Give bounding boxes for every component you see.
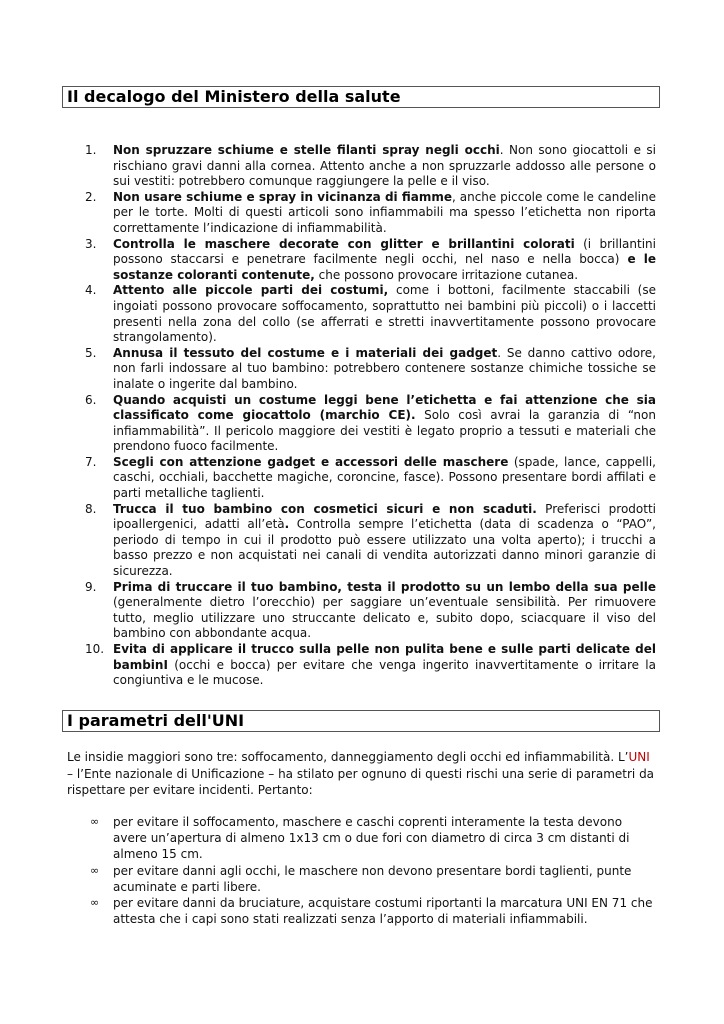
decalogo-item [85,393,656,455]
item-number: 10. [85,642,105,656]
item-number: 8. [85,501,97,516]
item-number: 9. [85,579,97,594]
item-heading: Evita di applicare il trucco sulla pelle non pulita bene e sulle parti delicate del bambinI [113,642,656,672]
item-number: 2. [85,189,97,204]
decalogo-item [85,346,656,393]
item-number: 6. [85,392,97,407]
item-text: , anche piccole come le candeline per le torte. Molti di questi articoli sono infiammabili ma spesso l’etichetta non riporta correttamente l’indicazione di infiammabilità. [113,189,656,235]
decalogo-item [85,143,656,190]
item-text: che possono provocare irritazione cutanea. [314,267,579,282]
item-text: Controlla sempre l’etichetta (data di scadenza o “PAO”, periodo di tempo in cui il prodotto può essere utilizzato una volta aperto); i trucchi a basso prezzo e non acquistati nei canali di vendita autorizzati danno minori garanzie di sicurezza. [113,517,656,579]
decalogo-item [85,580,656,642]
section-title-decalogo: Il decalogo del Ministero della salute [62,86,660,108]
item-text: come i bottoni, facilmente staccabili (se ingoiati possono provocare soffocamento, soprattutto nei bambini più piccoli) o i laccetti presenti nella zona del collo (se afferrati e stretti inavvertitamente possono provocare strangolamento). [113,283,656,345]
item-text: Preferisci prodotti ipoallergenici, adatti all’età [113,501,656,532]
item-heading: Prima di truccare il tuo bambino, testa il prodotto su un lembo della sua pelle [113,579,656,594]
item-text: (spade, lance, cappelli, caschi, occhiali, bacchette magiche, coroncine, fasce). Possono presentare bordi affilati e parti metalliche taglienti. [113,454,656,501]
item-text: (generalmente dietro l’orecchio) per saggiare un’eventuale sensibilità. Per rimuovere tutto, meglio utilizzare uno struccante delicato e, subito dopo, sciacquare il viso del bambino con abbondante acqua. [113,595,656,641]
item-heading: Non usare schiume e spray in vicinanza di fiamme [113,189,453,204]
intro-text: Le insidie maggiori sono tre: soffocamento, danneggiamento degli occhi ed infiammabilità. L’ [67,750,629,764]
infinity-bullet-icon: ∞ [90,863,100,877]
list-item-text: per evitare danni agli occhi, le maschere non devono presentare bordi taglienti, punte acuminate e parti libere. [113,863,632,894]
item-heading: . [284,517,290,532]
decalogo-item [85,455,656,502]
item-number: 1. [85,143,97,157]
infinity-bullet-icon: ∞ [90,896,100,910]
item-heading: Annusa il tessuto del costume e i materiali dei gadget [113,345,498,360]
item-number: 3. [85,236,97,251]
list-item-text: per evitare il soffocamento, maschere e caschi coprenti interamente la testa devono avere un’apertura di almeno 1x13 cm o due fori con diametro di circa 3 cm distanti di almeno 15 cm. [113,815,630,862]
item-heading: Attento alle piccole parti dei costumi, [113,283,389,298]
section-title-uni: I parametri dell'UNI [62,710,660,732]
intro-text: – l’Ente nazionale di Unificazione – ha stilato per ognuno di questi rischi una serie di parametri da rispettare per evitare incidenti. Pertanto: [67,766,655,797]
item-text: (i brillantini possono staccarsi e penetrare facilmente negli occhi, nel naso e nella bocca) [113,236,656,267]
list-item [90,863,655,895]
item-heading: e le sostanze coloranti contenute, [113,252,656,282]
item-heading: Quando acquisti un costume leggi bene l’etichetta e fai attenzione che sia classificato come giocattolo (marchio CE). [113,392,656,423]
item-heading: Non spruzzare schiume e stelle filanti spray negli occhi [113,143,500,157]
uni-link[interactable]: UNI [628,750,650,764]
decalogo-item [85,283,656,345]
item-heading: Scegli con attenzione gadget e accessori delle maschere [113,454,509,469]
item-heading: Controlla le maschere decorate con glitter e brillantini colorati [113,236,575,251]
decalogo-item [85,190,656,237]
list-item-text: per evitare danni da bruciature, acquistare costumi riportanti la marcatura UNI EN 71 che attesta che i capi sono stati realizzati senza l’apporto di materiali infiammabili. [113,896,653,927]
decalogo-item [85,502,656,580]
item-text: (occhi e bocca) per evitare che venga ingerito inavvertitamente o irritare la congiuntiva e le mucose. [113,657,656,688]
item-text: . Se danno cattivo odore, non farli indossare al tuo bambino: potrebbero contenere sostanze chimiche tossiche se inalate o ingerite dal bambino. [113,345,656,391]
decalogo-item [85,237,656,284]
item-number: 5. [85,345,97,360]
item-number: 7. [85,454,97,469]
item-heading: Trucca il tuo bambino con cosmetici sicuri e non scaduti. [113,501,537,516]
list-item [90,895,655,927]
item-text: Solo così avrai la garanzia di “non infiammabilità”. Il pericolo maggiore dei vestiti è legato proprio a tessuti e materiali che prendono fuoco facilmente. [113,408,656,454]
uni-parameters-list [90,814,655,927]
uni-intro-paragraph [67,749,659,799]
list-item [90,814,655,863]
item-text: . Non sono giocattoli e si rischiano gravi danni alla cornea. Attento anche a non spruzzarle addosso alle persone o sui vestiti: potrebbero comunque raggiungere la pelle e il viso. [113,143,657,189]
infinity-bullet-icon: ∞ [90,815,100,828]
decalogo-list [85,143,656,689]
item-number: 4. [85,283,97,298]
decalogo-item [85,642,656,689]
